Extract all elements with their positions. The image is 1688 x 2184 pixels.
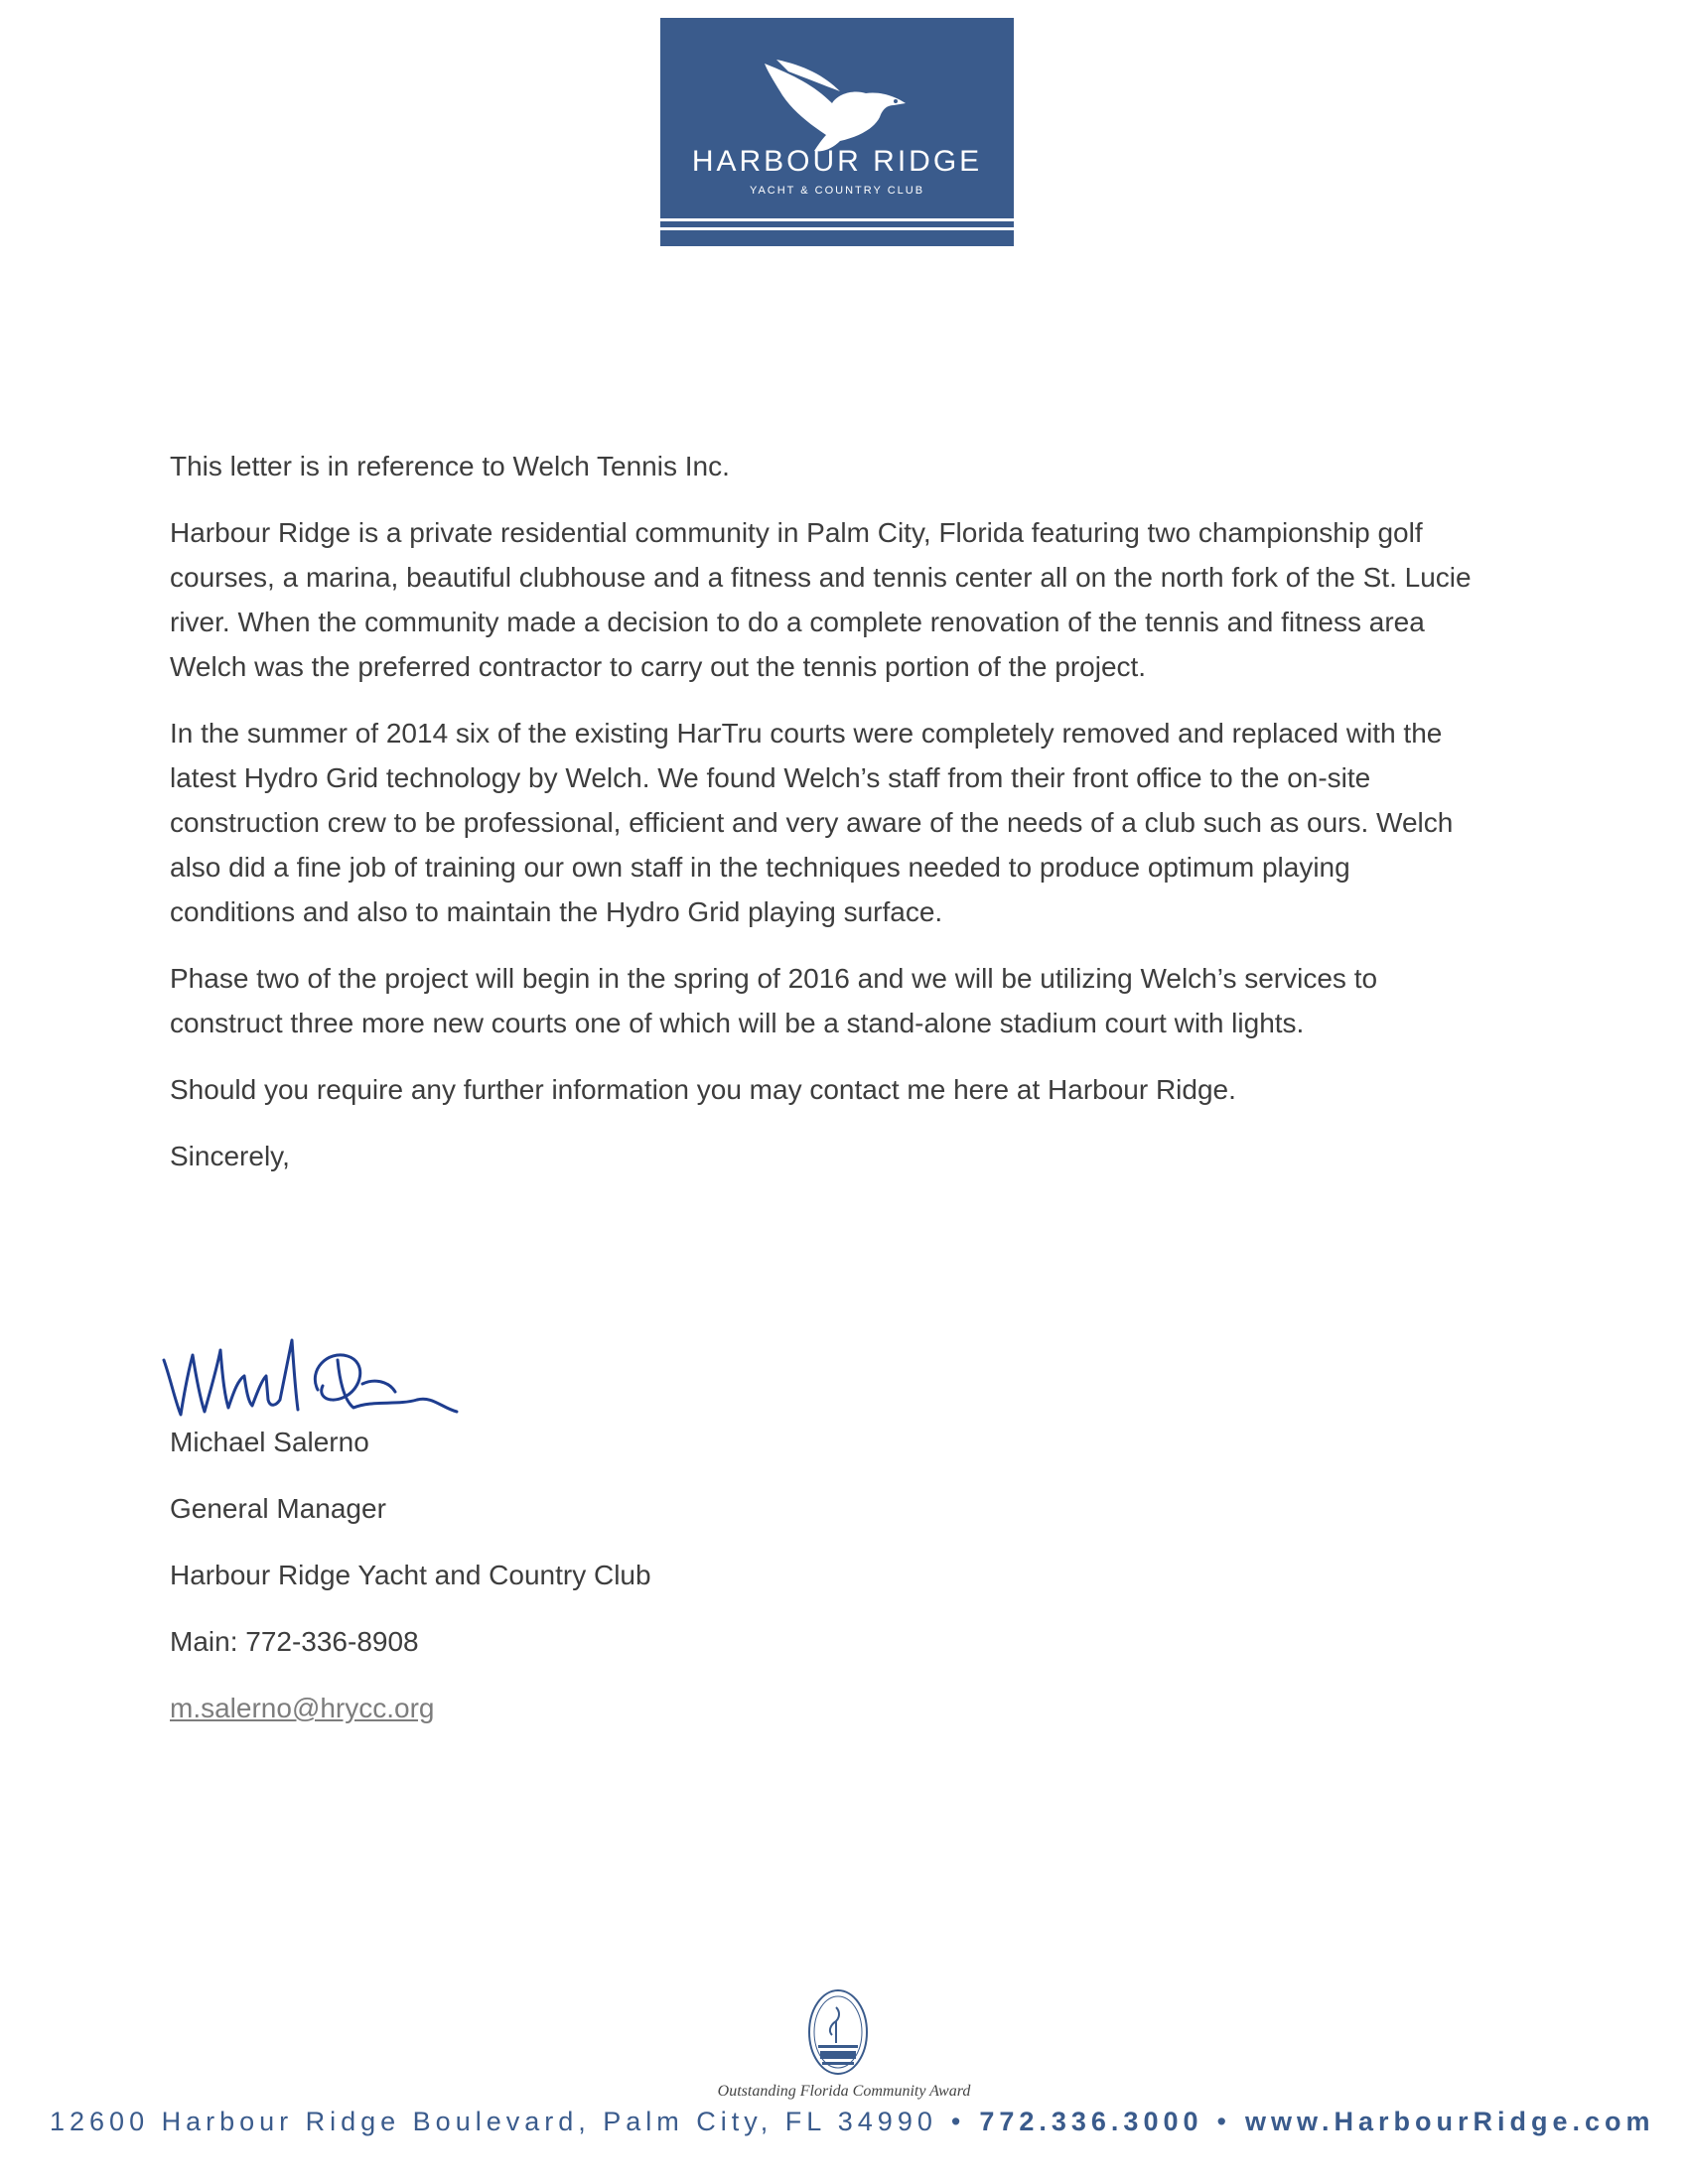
footer-phone: 772.336.3000 — [979, 2107, 1203, 2136]
signature-block — [170, 1420, 651, 1752]
logo-subtitle: YACHT & COUNTRY CLUB — [749, 185, 925, 197]
letter-body — [170, 444, 1500, 1200]
audubon-seal-icon — [806, 1987, 870, 2077]
logo-stripe — [660, 227, 1014, 230]
footer-separator: • — [950, 2107, 966, 2136]
eagle-icon — [755, 56, 923, 155]
handwritten-signature — [159, 1320, 477, 1434]
logo-name: HARBOUR RIDGE — [691, 145, 983, 178]
signer-email-link[interactable]: m.salerno@hrycc.org — [170, 1693, 435, 1723]
signer-organization: Harbour Ridge Yacht and Country Club — [170, 1560, 651, 1590]
closing: Sincerely, — [170, 1141, 290, 1171]
harbour-ridge-logo — [660, 18, 1014, 246]
footer-address: 12600 Harbour Ridge Boulevard, Palm City, FL 34990 — [50, 2107, 937, 2136]
paragraph-phase-two: Phase two of the project will begin in the spring of 2016 and we will be utilizing Welch’s services to construct three more new courts one of which will be a stand-alone stadium court with lights. — [170, 963, 1378, 1038]
paragraph-summer-2014: In the summer of 2014 six of the existing HarTru courts were completely removed and replaced with the latest Hydro Grid technology by Welch. We found Welch’s staff from their front office to the on-site construction crew to be professional, efficient and very aware of the needs of a club such as ours. Welch also did a fine job of training our own staff in the techniques needed to produce optimum playing conditions and also to maintain the Hydro Grid playing surface. — [170, 718, 1454, 927]
footer-website-link[interactable]: www.HarbourRidge.com — [1244, 2107, 1655, 2136]
signer-title: General Manager — [170, 1493, 386, 1524]
logo-stripe — [660, 218, 1014, 221]
signer-name: Michael Salerno — [170, 1427, 369, 1457]
paragraph-reference: This letter is in reference to Welch Tennis Inc. — [170, 451, 730, 481]
paragraph-community: Harbour Ridge is a private residential community in Palm City, Florida featuring two championship golf courses, a marina, beautiful clubhouse and a fitness and tennis center all on the north fork of the St. Lucie river. When the community made a decision to do a complete renovation of the tennis and fitness area Welch was the preferred contractor to carry out the tennis portion of the project. — [170, 517, 1472, 682]
footer-separator: • — [1216, 2107, 1231, 2136]
signer-phone: Main: 772-336-8908 — [170, 1626, 419, 1657]
award-caption: Outstanding Florida Community Award — [717, 2083, 971, 2100]
paragraph-contact: Should you require any further information you may contact me here at Harbour Ridge. — [170, 1074, 1236, 1105]
footer-contact-line — [50, 2107, 1678, 2137]
